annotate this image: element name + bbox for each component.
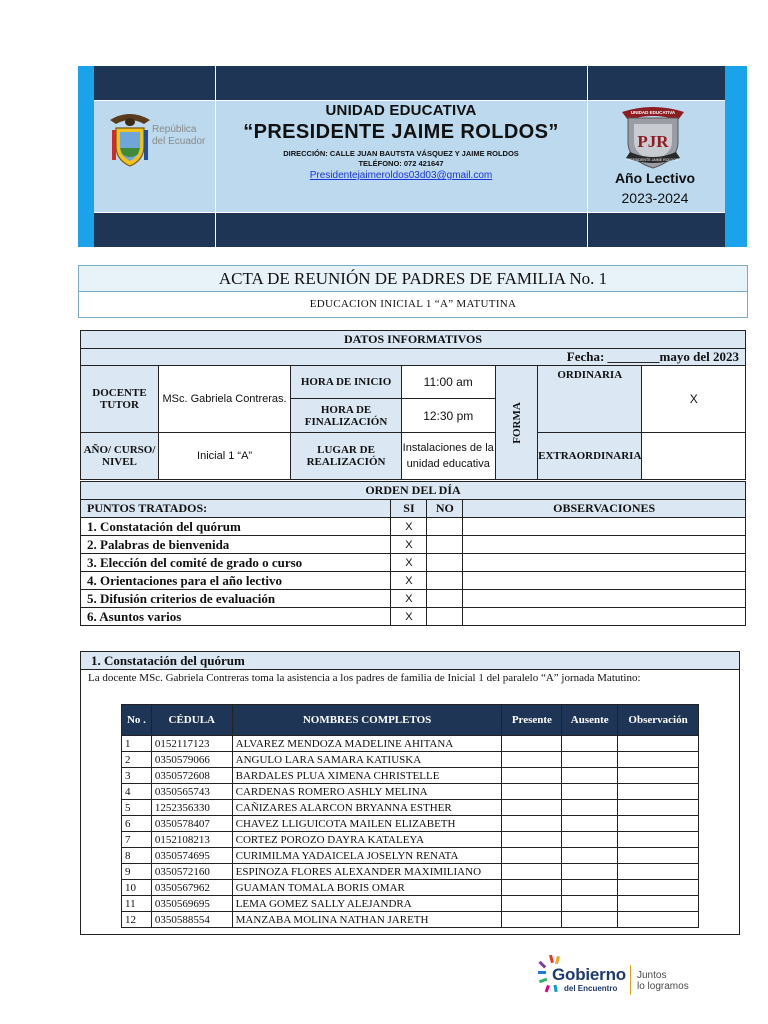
header-right-stripe bbox=[725, 66, 747, 247]
orden-item-no bbox=[427, 608, 463, 626]
slogan-line-1: Juntos bbox=[637, 970, 667, 981]
school-phone: TELÉFONO: 072 421647 bbox=[358, 159, 444, 168]
country-line-2: del Ecuador bbox=[152, 136, 206, 147]
orden-item-observacion bbox=[463, 590, 746, 608]
asistencia-cell: BARDALES PLUA XIMENA CHRISTELLE bbox=[232, 768, 502, 784]
asistencia-cell: 2 bbox=[122, 752, 152, 768]
table-row bbox=[122, 736, 699, 752]
orden-item-text: 2. Palabras de bienvenida bbox=[81, 536, 391, 554]
observacion-cell bbox=[618, 896, 699, 912]
asistencia-cell: CURIMILMA YADAICELA JOSELYN RENATA bbox=[232, 848, 502, 864]
acta-title-box bbox=[78, 265, 748, 318]
asistencia-cell: ANGULO LARA SAMARA KATIUSKA bbox=[232, 752, 502, 768]
ausente-cell bbox=[562, 736, 618, 752]
asistencia-cell: 0350588554 bbox=[151, 912, 232, 928]
datos-heading: DATOS INFORMATIVOS bbox=[81, 331, 746, 349]
gobierno-del-encuentro-logo bbox=[536, 955, 706, 999]
orden-row bbox=[81, 608, 746, 626]
presente-cell bbox=[502, 832, 562, 848]
gobierno-name: Gobierno bbox=[552, 965, 626, 984]
asistencia-cell: MANZABA MOLINA NATHAN JARETH bbox=[232, 912, 502, 928]
asistencia-cell: 0350569695 bbox=[151, 896, 232, 912]
observacion-cell bbox=[618, 800, 699, 816]
col-no: NO bbox=[427, 500, 463, 518]
orden-item-si: X bbox=[391, 608, 427, 626]
orden-item-si: X bbox=[391, 554, 427, 572]
lugar-value: Instalaciones de la unidad educativa bbox=[401, 433, 495, 480]
asistencia-cell: CAÑIZARES ALARCON BRYANNA ESTHER bbox=[232, 800, 502, 816]
asistencia-cell: 0152108213 bbox=[151, 832, 232, 848]
table-row bbox=[122, 832, 699, 848]
asistencia-cell: 0350579066 bbox=[151, 752, 232, 768]
asistencia-cell: 0350578407 bbox=[151, 816, 232, 832]
table-row bbox=[122, 784, 699, 800]
ausente-cell bbox=[562, 848, 618, 864]
constatacion-description: La docente MSc. Gabriela Contreras toma la asistencia a los padres de familia de Inicial 1 del paralelo “A” jornada Matutino: bbox=[88, 672, 641, 684]
observacion-cell bbox=[618, 784, 699, 800]
presente-cell bbox=[502, 896, 562, 912]
school-year-value: 2023-2024 bbox=[621, 190, 689, 206]
anio-curso-label: AÑO/ CURSO/ NIVEL bbox=[81, 433, 159, 480]
asistencia-col-header: Presente bbox=[502, 705, 562, 736]
asistencia-cell: ALVAREZ MENDOZA MADELINE AHITANA bbox=[232, 736, 502, 752]
asistencia-cell: LEMA GOMEZ SALLY ALEJANDRA bbox=[232, 896, 502, 912]
presente-cell bbox=[502, 880, 562, 896]
orden-item-no bbox=[427, 518, 463, 536]
orden-heading: ORDEN DEL DÍA bbox=[81, 482, 746, 500]
table-row bbox=[122, 816, 699, 832]
docente-value: MSc. Gabriela Contreras. bbox=[158, 366, 290, 433]
observacion-cell bbox=[618, 912, 699, 928]
header-left-stripe bbox=[78, 66, 94, 247]
logo-divider bbox=[630, 965, 631, 995]
asistencia-cell: 10 bbox=[122, 880, 152, 896]
presente-cell bbox=[502, 800, 562, 816]
hora-fin-value: 12:30 pm bbox=[401, 399, 495, 433]
republica-del-ecuador-text bbox=[152, 124, 205, 148]
col-si: SI bbox=[391, 500, 427, 518]
ordinaria-label: ORDINARIA bbox=[538, 366, 642, 433]
extraordinaria-mark bbox=[642, 433, 746, 480]
document-header bbox=[78, 66, 747, 247]
orden-item-text: 5. Difusión criterios de evaluación bbox=[81, 590, 391, 608]
datos-informativos-table bbox=[80, 330, 746, 480]
header-bottom-band bbox=[94, 212, 725, 247]
constatacion-section bbox=[80, 651, 740, 935]
orden-item-text: 4. Orientaciones para el año lectivo bbox=[81, 572, 391, 590]
col-observaciones: OBSERVACIONES bbox=[463, 500, 746, 518]
header-top-band bbox=[94, 66, 725, 100]
acta-title: ACTA DE REUNIÓN DE PADRES DE FAMILIA No. 1 bbox=[79, 266, 747, 292]
presente-cell bbox=[502, 816, 562, 832]
asistencia-cell: 11 bbox=[122, 896, 152, 912]
orden-row bbox=[81, 518, 746, 536]
presente-cell bbox=[502, 784, 562, 800]
asistencia-table bbox=[121, 704, 699, 928]
orden-item-no bbox=[427, 572, 463, 590]
orden-item-si: X bbox=[391, 518, 427, 536]
school-name: “PRESIDENTE JAIME ROLDOS” bbox=[243, 121, 559, 143]
ausente-cell bbox=[562, 880, 618, 896]
observacion-cell bbox=[618, 848, 699, 864]
asistencia-col-header: CÉDULA bbox=[151, 705, 232, 736]
orden-item-si: X bbox=[391, 536, 427, 554]
presente-cell bbox=[502, 912, 562, 928]
asistencia-cell: 8 bbox=[122, 848, 152, 864]
presente-cell bbox=[502, 768, 562, 784]
col-puntos: PUNTOS TRATADOS: bbox=[81, 500, 391, 518]
orden-item-observacion bbox=[463, 536, 746, 554]
orden-item-observacion bbox=[463, 608, 746, 626]
orden-item-no bbox=[427, 554, 463, 572]
docente-label: DOCENTE TUTOR bbox=[81, 366, 159, 433]
observacion-cell bbox=[618, 736, 699, 752]
ausente-cell bbox=[562, 800, 618, 816]
table-row bbox=[122, 912, 699, 928]
ordinaria-mark: X bbox=[642, 366, 746, 433]
presente-cell bbox=[502, 752, 562, 768]
ausente-cell bbox=[562, 768, 618, 784]
orden-row bbox=[81, 590, 746, 608]
observacion-cell bbox=[618, 752, 699, 768]
hora-fin-label: HORA DE FINALIZACIÓN bbox=[291, 399, 402, 433]
gobierno-subname: del Encuentro bbox=[564, 984, 618, 993]
hora-inicio-label: HORA DE INICIO bbox=[291, 366, 402, 399]
asistencia-col-header: Ausente bbox=[562, 705, 618, 736]
constatacion-heading: 1. Constatación del quórum bbox=[81, 652, 739, 670]
table-row bbox=[122, 768, 699, 784]
gobierno-slogan bbox=[637, 970, 689, 992]
observacion-cell bbox=[618, 864, 699, 880]
orden-row bbox=[81, 536, 746, 554]
orden-item-observacion bbox=[463, 572, 746, 590]
asistencia-cell: CHAVEZ LLIGUICOTA MAILEN ELIZABETH bbox=[232, 816, 502, 832]
emblem-initials: PJR bbox=[637, 132, 669, 151]
hora-inicio-value: 11:00 am bbox=[401, 366, 495, 399]
asistencia-cell: 7 bbox=[122, 832, 152, 848]
asistencia-cell: 12 bbox=[122, 912, 152, 928]
asistencia-cell: 5 bbox=[122, 800, 152, 816]
table-row bbox=[122, 848, 699, 864]
asistencia-cell: 3 bbox=[122, 768, 152, 784]
school-address: DIRECCIÓN: CALLE JUAN BAUTSTA VÁSQUEZ Y JAIME ROLDOS bbox=[283, 149, 519, 158]
slogan-line-2: lo logramos bbox=[637, 981, 689, 992]
orden-row bbox=[81, 572, 746, 590]
asistencia-cell: 0350572608 bbox=[151, 768, 232, 784]
ausente-cell bbox=[562, 816, 618, 832]
asistencia-cell: GUAMAN TOMALA BORIS OMAR bbox=[232, 880, 502, 896]
table-row bbox=[122, 752, 699, 768]
table-row bbox=[122, 800, 699, 816]
ecuador-coat-of-arms-icon bbox=[108, 112, 152, 168]
orden-item-si: X bbox=[391, 590, 427, 608]
asistencia-col-header: Observación bbox=[618, 705, 699, 736]
table-row bbox=[122, 864, 699, 880]
school-year-label: Año Lectivo bbox=[614, 170, 696, 186]
fecha-field: Fecha: ________mayo del 2023 bbox=[81, 349, 746, 366]
observacion-cell bbox=[618, 880, 699, 896]
asistencia-cell: 0152117123 bbox=[151, 736, 232, 752]
orden-item-text: 6. Asuntos varios bbox=[81, 608, 391, 626]
lugar-label: LUGAR DE REALIZACIÓN bbox=[291, 433, 402, 480]
asistencia-cell: ESPINOZA FLORES ALEXANDER MAXIMILIANO bbox=[232, 864, 502, 880]
ausente-cell bbox=[562, 864, 618, 880]
orden-del-dia-table bbox=[80, 481, 746, 626]
ausente-cell bbox=[562, 912, 618, 928]
asistencia-cell: CORTEZ POROZO DAYRA KATALEYA bbox=[232, 832, 502, 848]
school-emblem-icon bbox=[616, 102, 690, 170]
observacion-cell bbox=[618, 816, 699, 832]
anio-curso-value: Inicial 1 “A” bbox=[158, 433, 290, 480]
ausente-cell bbox=[562, 896, 618, 912]
table-row bbox=[122, 896, 699, 912]
asistencia-cell: CARDENAS ROMERO ASHLY MELINA bbox=[232, 784, 502, 800]
orden-item-text: 1. Constatación del quórum bbox=[81, 518, 391, 536]
acta-subtitle: EDUCACION INICIAL 1 “A” MATUTINA bbox=[309, 298, 517, 310]
ausente-cell bbox=[562, 784, 618, 800]
orden-item-text: 3. Elección del comité de grado o curso bbox=[81, 554, 391, 572]
asistencia-cell: 0350574695 bbox=[151, 848, 232, 864]
emblem-bottom-text: PRESIDENTE JAIME ROLDOS bbox=[627, 158, 679, 162]
asistencia-col-header: NOMBRES COMPLETOS bbox=[232, 705, 502, 736]
asistencia-col-header: No . bbox=[122, 705, 152, 736]
school-year bbox=[588, 170, 722, 206]
asistencia-cell: 0350565743 bbox=[151, 784, 232, 800]
orden-item-no bbox=[427, 590, 463, 608]
ausente-cell bbox=[562, 752, 618, 768]
asistencia-cell: 4 bbox=[122, 784, 152, 800]
extraordinaria-label: EXTRAORDINARIA bbox=[538, 433, 642, 480]
asistencia-cell: 6 bbox=[122, 816, 152, 832]
observacion-cell bbox=[618, 832, 699, 848]
emblem-top-text: UNIDAD EDUCATIVA bbox=[630, 110, 676, 115]
presente-cell bbox=[502, 736, 562, 752]
orden-row bbox=[81, 554, 746, 572]
school-email-link[interactable]: Presidentejaimeroldos03d03@gmail.com bbox=[309, 170, 493, 181]
school-info bbox=[215, 102, 587, 181]
orden-item-no bbox=[427, 536, 463, 554]
ausente-cell bbox=[562, 832, 618, 848]
asistencia-cell: 0350567962 bbox=[151, 880, 232, 896]
country-line-1: República bbox=[152, 124, 197, 135]
forma-label: FORMA bbox=[495, 366, 538, 480]
asistencia-cell: 9 bbox=[122, 864, 152, 880]
school-type: UNIDAD EDUCATIVA bbox=[325, 102, 477, 119]
orden-item-observacion bbox=[463, 554, 746, 572]
table-row bbox=[122, 880, 699, 896]
asistencia-cell: 0350572160 bbox=[151, 864, 232, 880]
orden-item-si: X bbox=[391, 572, 427, 590]
asistencia-cell: 1252356330 bbox=[151, 800, 232, 816]
presente-cell bbox=[502, 848, 562, 864]
asistencia-cell: 1 bbox=[122, 736, 152, 752]
observacion-cell bbox=[618, 768, 699, 784]
presente-cell bbox=[502, 864, 562, 880]
orden-item-observacion bbox=[463, 518, 746, 536]
